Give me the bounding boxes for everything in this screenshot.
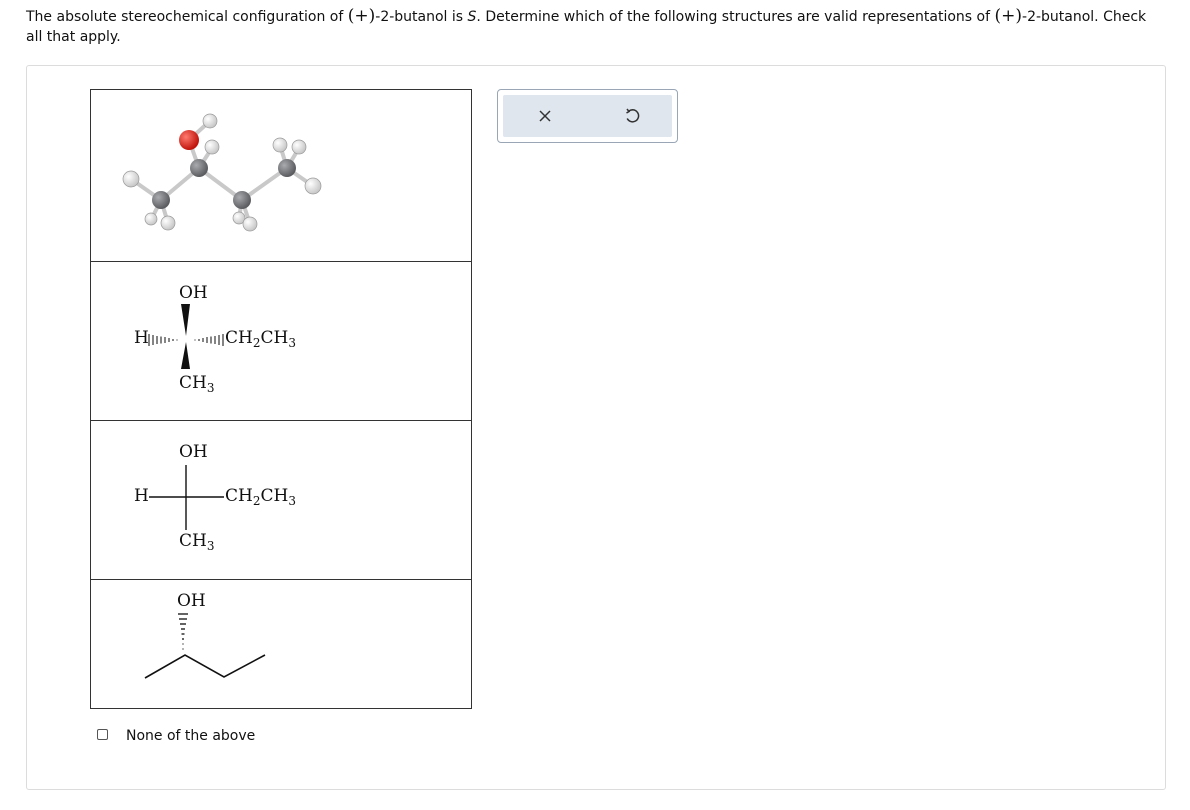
none-of-the-above-checkbox[interactable] [97,729,108,740]
ball-and-stick-model [91,90,471,261]
question-config: S [467,9,477,25]
wedge-right-label: $CH_2CH_3$ [225,328,296,350]
choice-2-wedge-dash[interactable] [91,262,471,421]
wedge-bottom-label: $CH_3$ [179,373,215,395]
wedge-left-label: H [134,328,149,348]
fischer-right-label: $CH_2CH_3$ [225,486,296,508]
clear-button[interactable] [515,95,575,137]
question-part2: -2-butanol is [375,9,468,25]
fischer-top-label: OH [179,442,208,462]
question-plus-sign: (+) [347,6,376,26]
question-part4: -2-butanol. Check all that apply. [26,9,1147,45]
fischer-bottom-label: $CH_3$ [179,531,215,553]
choice-4-skeletal[interactable] [91,580,471,708]
question-plus-sign-2: (+) [994,6,1023,26]
choice-3-fischer[interactable] [91,421,471,580]
fischer-bonds [91,421,471,579]
wedge-top-label: OH [179,283,208,303]
question-part3: . Determine which of the following structures are valid representations of [476,9,995,25]
choice-1-ball-and-stick[interactable] [91,90,471,262]
choices-table [90,89,472,709]
close-icon [538,109,552,123]
answer-toolbar [497,89,678,143]
skeletal-oh-label: OH [177,591,206,611]
none-of-the-above-label[interactable]: None of the above [126,728,256,744]
undo-icon [624,108,640,124]
wedge-dash-bonds [91,262,471,420]
reset-button[interactable] [602,95,662,137]
skeletal-structure [91,580,471,708]
question-text [26,6,1166,47]
question-part1: The absolute stereochemical configuration of [26,9,348,25]
fischer-left-label: H [134,486,149,506]
toolbar-background [503,95,672,137]
